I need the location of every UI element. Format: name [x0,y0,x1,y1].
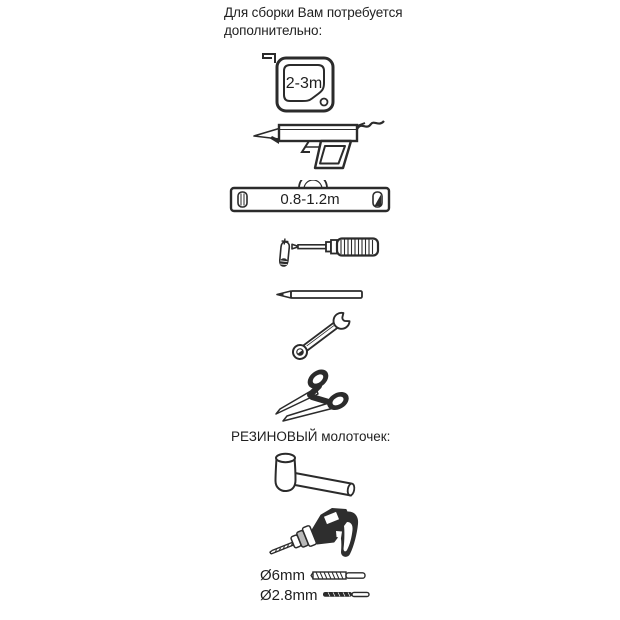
drill-bit-6mm-label: Ø6mm [260,567,305,584]
wrench-figure [286,306,362,366]
scissors-icon [272,364,356,424]
tape-measure-figure [258,48,338,114]
spirit-level-figure [228,180,392,214]
wrench-icon [286,306,362,366]
scissors-figure [272,364,356,424]
drill-bit-2-8mm-figure [321,589,373,600]
power-drill-icon [258,502,368,566]
title-line-1: Для сборки Вам потребуется [224,5,403,20]
pencil-icon [272,286,366,302]
power-drill-figure [258,502,368,566]
drill-bit-2-8mm-label: Ø2.8mm [260,587,318,604]
rubber-mallet-figure [262,448,362,504]
caulking-gun-figure [243,112,388,170]
rubber-mallet-icon [262,448,362,504]
title-line-2: дополнительно: [224,23,323,38]
drill-bit-2-8mm-icon [321,589,373,600]
caulking-gun-icon [243,112,388,170]
drill-bit-6mm-icon [310,569,368,582]
page-title [224,4,402,40]
pencil-figure [272,286,366,302]
tape-measure-range-label: 2-3m [285,75,323,92]
screwdriver-icon [274,234,382,272]
spirit-level-range-label: 0.8-1.2m [280,191,340,208]
mallet-section-heading: РЕЗИНОВЫЙ молоточек: [231,429,391,444]
drill-bit-6mm-figure [310,569,368,582]
screwdriver-figure [274,234,382,272]
